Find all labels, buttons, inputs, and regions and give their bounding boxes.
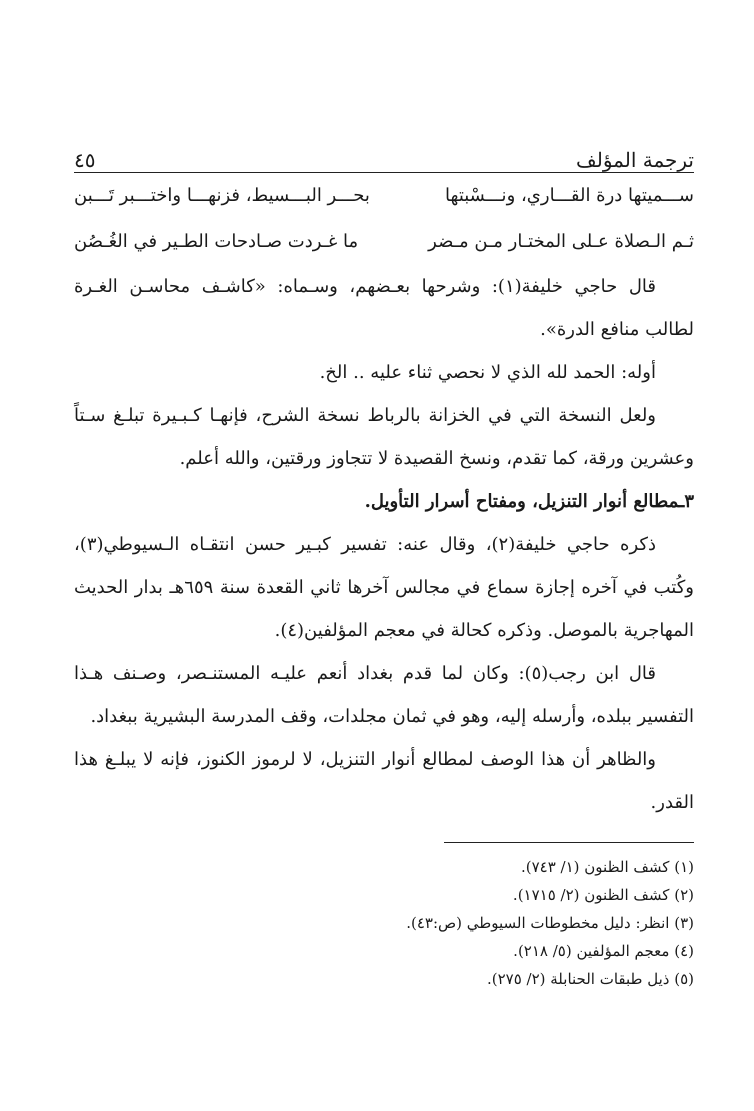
verse-hemistich-right: ســـميتها درة القـــاري، ونـــسْبتها xyxy=(445,185,694,206)
page-number: ٤٥ xyxy=(74,148,96,172)
verse-hemistich-left: بحـــر البـــسيط، فزنهـــا واختـــبر تَـــبن xyxy=(74,185,370,206)
paragraph: أوله: الحمد لله الذي لا نحصي ثناء عليه .. الخ. xyxy=(319,362,656,383)
footnotes xyxy=(74,853,694,993)
document-page xyxy=(74,140,694,993)
footnote: (١) كشف الظنون (١/ ٧٤٣). xyxy=(520,858,694,876)
paragraph: ولعل النسخة التي في الخزانة بالرباط نسخة الشرح، فإنهـا كـبـيرة تبلـغ سـتاً وعشرين ورقة، كما تقدم، ونسخ القصيدة لا تتجاوز ورقتين، والله أعلم. xyxy=(74,405,694,469)
paragraph: قال ابن رجب(٥): وكان لما قدم بغداد أنعم عليـه المستنـصر، وصـنف هـذا التفسير ببلده، وأرسله إليه، وهو في ثمان مجلدات، وقف المدرسة البشيرية ببغداد. xyxy=(74,663,694,727)
verse-line xyxy=(74,219,694,265)
running-header xyxy=(74,140,694,173)
footnote-divider xyxy=(444,842,694,843)
paragraph: والظاهر أن هذا الوصف لمطالع أنوار التنزيل، لا لرموز الكنوز، فإنه لا يبلـغ هذا القدر. xyxy=(74,749,694,813)
section-heading: ٣ـمطالع أنوار التنزيل، ومفتاح أسرار التأويل. xyxy=(364,491,694,512)
footnote: (٣) انظر: دليل مخطوطات السيوطي (ص:٤٣). xyxy=(406,914,694,932)
paragraph: قال حاجي خليفة(١): وشرحها بعـضهم، وسـماه: «كاشـف محاسـن الغـرة لطالب منافع الدرة». xyxy=(74,276,694,340)
footnote: (٥) ذيل طبقات الحنابلة (٢/ ٢٧٥). xyxy=(486,970,694,988)
footnote: (٢) كشف الظنون (٢/ ١٧١٥). xyxy=(512,886,694,904)
verse-hemistich-left: ما غـردت صـادحات الطـير في الغُـصُن xyxy=(74,231,359,252)
header-title: ترجمة المؤلف xyxy=(576,148,694,172)
main-text xyxy=(74,173,694,824)
verse-hemistich-right: ثـم الـصلاة عـلى المختـار مـن مـضر xyxy=(428,231,694,252)
verse-line xyxy=(74,173,694,219)
footnote: (٤) معجم المؤلفين (٥/ ٢١٨). xyxy=(513,942,694,960)
paragraph: ذكره حاجي خليفة(٢)، وقال عنه: تفسير كبـير حسن انتقـاه الـسيوطي(٣)، وكُتب في آخره إجازة سماع في مجالس آخرها ثاني القعدة سنة ٦٥٩هـ بدار الحديث المهاجرية بالموصل. وذكره كحالة في معجم المؤلفين(٤). xyxy=(74,534,694,641)
